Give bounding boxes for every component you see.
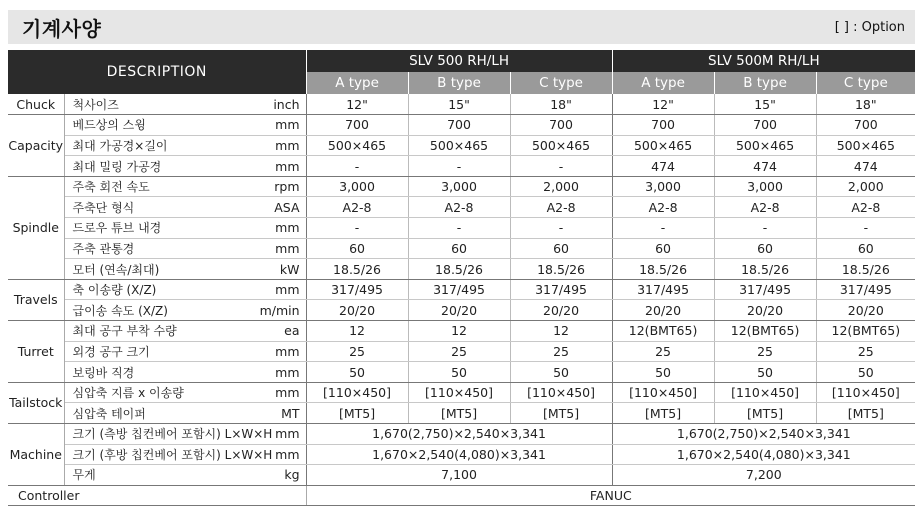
value-cell: 50 bbox=[612, 362, 714, 383]
value-cell: A2-8 bbox=[816, 197, 915, 218]
value-cell: 12 bbox=[408, 321, 510, 342]
value-cell: 3,000 bbox=[612, 176, 714, 197]
controller-row bbox=[8, 485, 915, 506]
value-cell: 18" bbox=[510, 94, 612, 115]
value-cell: 25 bbox=[816, 341, 915, 362]
value-cell: 18.5/26 bbox=[306, 259, 408, 280]
value-cell: 12 bbox=[306, 321, 408, 342]
value-cell: A2-8 bbox=[612, 197, 714, 218]
unit-cell: MT bbox=[252, 403, 306, 424]
controller-label: Controller bbox=[8, 485, 306, 506]
value-cell: 700 bbox=[306, 115, 408, 136]
item-cell: 주축단 형식 bbox=[64, 197, 252, 218]
table-row bbox=[8, 300, 915, 321]
unit-cell: kW bbox=[252, 259, 306, 280]
value-cell: 317/495 bbox=[306, 279, 408, 300]
title-bar bbox=[8, 10, 915, 44]
value-cell: 7,200 bbox=[612, 465, 915, 486]
table-row bbox=[8, 444, 915, 465]
value-cell: 15" bbox=[714, 94, 816, 115]
value-cell: 20/20 bbox=[816, 300, 915, 321]
value-cell: [MT5] bbox=[510, 403, 612, 424]
value-cell: 317/495 bbox=[816, 279, 915, 300]
value-cell: 317/495 bbox=[510, 279, 612, 300]
spec-body bbox=[8, 94, 915, 506]
value-cell: 50 bbox=[306, 362, 408, 383]
value-cell: - bbox=[306, 218, 408, 239]
item-cell: 심압축 테이퍼 bbox=[64, 403, 252, 424]
table-row bbox=[8, 403, 915, 424]
value-cell: 3,000 bbox=[306, 176, 408, 197]
value-cell: 317/495 bbox=[714, 279, 816, 300]
value-cell: A2-8 bbox=[306, 197, 408, 218]
item-cell: 보링바 직경 bbox=[64, 362, 252, 383]
value-cell: 500×465 bbox=[612, 135, 714, 156]
value-cell: [110×450] bbox=[612, 382, 714, 403]
value-cell: [MT5] bbox=[714, 403, 816, 424]
value-cell: 18.5/26 bbox=[408, 259, 510, 280]
item-cell: 급이송 속도 (X/Z) bbox=[64, 300, 252, 321]
item-cell: 심압축 지름 x 이송량 bbox=[64, 382, 252, 403]
value-cell: 20/20 bbox=[612, 300, 714, 321]
value-cell: 700 bbox=[612, 115, 714, 136]
value-cell: 60 bbox=[612, 238, 714, 259]
page-title: 기계사양 bbox=[22, 16, 102, 41]
category-cell: Spindle bbox=[8, 176, 64, 279]
type-header: B type bbox=[408, 72, 510, 94]
option-legend: [ ] : Option bbox=[834, 19, 905, 35]
value-cell: 700 bbox=[816, 115, 915, 136]
value-cell: 12(BMT65) bbox=[714, 321, 816, 342]
unit-cell: mm bbox=[252, 279, 306, 300]
unit-cell: ASA bbox=[252, 197, 306, 218]
type-header: C type bbox=[816, 72, 915, 94]
value-cell: 20/20 bbox=[510, 300, 612, 321]
unit-cell: mm bbox=[252, 156, 306, 177]
value-cell: 20/20 bbox=[408, 300, 510, 321]
value-cell: [MT5] bbox=[612, 403, 714, 424]
value-cell: 2,000 bbox=[510, 176, 612, 197]
table-row bbox=[8, 259, 915, 280]
item-cell: 외경 공구 크기 bbox=[64, 341, 252, 362]
value-cell: 60 bbox=[306, 238, 408, 259]
value-cell: 474 bbox=[714, 156, 816, 177]
value-cell: A2-8 bbox=[510, 197, 612, 218]
value-cell: 500×465 bbox=[408, 135, 510, 156]
item-cell: 드로우 튜브 내경 bbox=[64, 218, 252, 239]
value-cell: 12(BMT65) bbox=[816, 321, 915, 342]
value-cell: A2-8 bbox=[408, 197, 510, 218]
value-cell: 25 bbox=[612, 341, 714, 362]
unit-cell: mm bbox=[252, 238, 306, 259]
type-header: B type bbox=[714, 72, 816, 94]
value-cell: 12" bbox=[306, 94, 408, 115]
spec-table bbox=[8, 50, 915, 506]
value-cell: [MT5] bbox=[408, 403, 510, 424]
value-cell: 60 bbox=[816, 238, 915, 259]
table-row bbox=[8, 238, 915, 259]
value-cell: - bbox=[510, 218, 612, 239]
item-cell: 최대 밀링 가공경 bbox=[64, 156, 252, 177]
type-header: A type bbox=[612, 72, 714, 94]
unit-cell: ea bbox=[252, 321, 306, 342]
value-cell: 474 bbox=[816, 156, 915, 177]
value-cell: 60 bbox=[714, 238, 816, 259]
value-cell: - bbox=[816, 218, 915, 239]
controller-value: FANUC bbox=[306, 485, 915, 506]
unit-cell: mm bbox=[252, 424, 306, 445]
unit-cell: mm bbox=[252, 382, 306, 403]
unit-cell: mm bbox=[252, 135, 306, 156]
table-row bbox=[8, 218, 915, 239]
unit-cell: mm bbox=[252, 341, 306, 362]
value-cell: - bbox=[408, 218, 510, 239]
value-cell: 20/20 bbox=[306, 300, 408, 321]
category-cell: Turret bbox=[8, 321, 64, 383]
unit-cell: inch bbox=[252, 94, 306, 115]
item-cell: 모터 (연속/최대) bbox=[64, 259, 252, 280]
item-cell: 주축 관통경 bbox=[64, 238, 252, 259]
description-header: DESCRIPTION bbox=[8, 50, 306, 94]
table-row bbox=[8, 341, 915, 362]
value-cell: 12" bbox=[612, 94, 714, 115]
type-header: C type bbox=[510, 72, 612, 94]
value-cell: 2,000 bbox=[816, 176, 915, 197]
unit-cell: mm bbox=[252, 115, 306, 136]
category-cell: Travels bbox=[8, 279, 64, 320]
value-cell: A2-8 bbox=[714, 197, 816, 218]
value-cell: 500×465 bbox=[714, 135, 816, 156]
value-cell: 18.5/26 bbox=[510, 259, 612, 280]
value-cell: 50 bbox=[714, 362, 816, 383]
item-cell: 축 이송량 (X/Z) bbox=[64, 279, 252, 300]
value-cell: 18.5/26 bbox=[612, 259, 714, 280]
value-cell: 700 bbox=[408, 115, 510, 136]
value-cell: 12 bbox=[510, 321, 612, 342]
value-cell: - bbox=[408, 156, 510, 177]
unit-cell: rpm bbox=[252, 176, 306, 197]
model-header-slv500m: SLV 500M RH/LH bbox=[612, 50, 915, 72]
unit-cell: mm bbox=[252, 444, 306, 465]
value-cell: [110×450] bbox=[306, 382, 408, 403]
table-row bbox=[8, 115, 915, 136]
category-cell: Capacity bbox=[8, 115, 64, 177]
value-cell: - bbox=[306, 156, 408, 177]
value-cell: 18.5/26 bbox=[714, 259, 816, 280]
value-cell: [MT5] bbox=[816, 403, 915, 424]
unit-cell: m/min bbox=[252, 300, 306, 321]
item-cell: 최대 가공경×길이 bbox=[64, 135, 252, 156]
value-cell: - bbox=[714, 218, 816, 239]
value-cell: - bbox=[510, 156, 612, 177]
value-cell: 1,670(2,750)×2,540×3,341 bbox=[612, 424, 915, 445]
item-cell: 무게 bbox=[64, 465, 252, 486]
value-cell: 474 bbox=[612, 156, 714, 177]
value-cell: 500×465 bbox=[816, 135, 915, 156]
value-cell: 50 bbox=[510, 362, 612, 383]
value-cell: 3,000 bbox=[408, 176, 510, 197]
value-cell: 7,100 bbox=[306, 465, 612, 486]
type-header: A type bbox=[306, 72, 408, 94]
value-cell: [110×450] bbox=[510, 382, 612, 403]
value-cell: 500×465 bbox=[306, 135, 408, 156]
table-row bbox=[8, 382, 915, 403]
value-cell: 1,670(2,750)×2,540×3,341 bbox=[306, 424, 612, 445]
table-row bbox=[8, 156, 915, 177]
value-cell: [110×450] bbox=[408, 382, 510, 403]
value-cell: 25 bbox=[408, 341, 510, 362]
value-cell: [110×450] bbox=[714, 382, 816, 403]
value-cell: 15" bbox=[408, 94, 510, 115]
unit-cell: mm bbox=[252, 218, 306, 239]
category-cell: Chuck bbox=[8, 94, 64, 115]
item-cell: 최대 공구 부착 수량 bbox=[64, 321, 252, 342]
value-cell: 60 bbox=[510, 238, 612, 259]
value-cell: 700 bbox=[510, 115, 612, 136]
item-cell: 크기 (측방 칩컨베어 포함시) L×W×H bbox=[64, 424, 252, 445]
value-cell: 25 bbox=[714, 341, 816, 362]
item-cell: 척사이즈 bbox=[64, 94, 252, 115]
category-cell: Tailstock bbox=[8, 382, 64, 423]
value-cell: 1,670×2,540(4,080)×3,341 bbox=[612, 444, 915, 465]
unit-cell: kg bbox=[252, 465, 306, 486]
value-cell: 317/495 bbox=[612, 279, 714, 300]
table-row bbox=[8, 362, 915, 383]
item-cell: 주축 회전 속도 bbox=[64, 176, 252, 197]
value-cell: 50 bbox=[816, 362, 915, 383]
table-row bbox=[8, 424, 915, 445]
value-cell: 20/20 bbox=[714, 300, 816, 321]
value-cell: 3,000 bbox=[714, 176, 816, 197]
value-cell: 50 bbox=[408, 362, 510, 383]
table-row bbox=[8, 197, 915, 218]
value-cell: 12(BMT65) bbox=[612, 321, 714, 342]
value-cell: 25 bbox=[510, 341, 612, 362]
value-cell: 18.5/26 bbox=[816, 259, 915, 280]
value-cell: [110×450] bbox=[816, 382, 915, 403]
table-row bbox=[8, 94, 915, 115]
value-cell: 317/495 bbox=[408, 279, 510, 300]
value-cell: - bbox=[612, 218, 714, 239]
value-cell: 700 bbox=[714, 115, 816, 136]
table-row bbox=[8, 135, 915, 156]
value-cell: 18" bbox=[816, 94, 915, 115]
value-cell: 500×465 bbox=[510, 135, 612, 156]
model-header-slv500: SLV 500 RH/LH bbox=[306, 50, 612, 72]
item-cell: 베드상의 스윙 bbox=[64, 115, 252, 136]
item-cell: 크기 (후방 칩컨베어 포함시) L×W×H bbox=[64, 444, 252, 465]
table-row bbox=[8, 465, 915, 486]
value-cell: 25 bbox=[306, 341, 408, 362]
table-row bbox=[8, 176, 915, 197]
table-row bbox=[8, 279, 915, 300]
unit-cell: mm bbox=[252, 362, 306, 383]
category-cell: Machine bbox=[8, 424, 64, 486]
table-row bbox=[8, 321, 915, 342]
value-cell: 60 bbox=[408, 238, 510, 259]
value-cell: 1,670×2,540(4,080)×3,341 bbox=[306, 444, 612, 465]
value-cell: [MT5] bbox=[306, 403, 408, 424]
